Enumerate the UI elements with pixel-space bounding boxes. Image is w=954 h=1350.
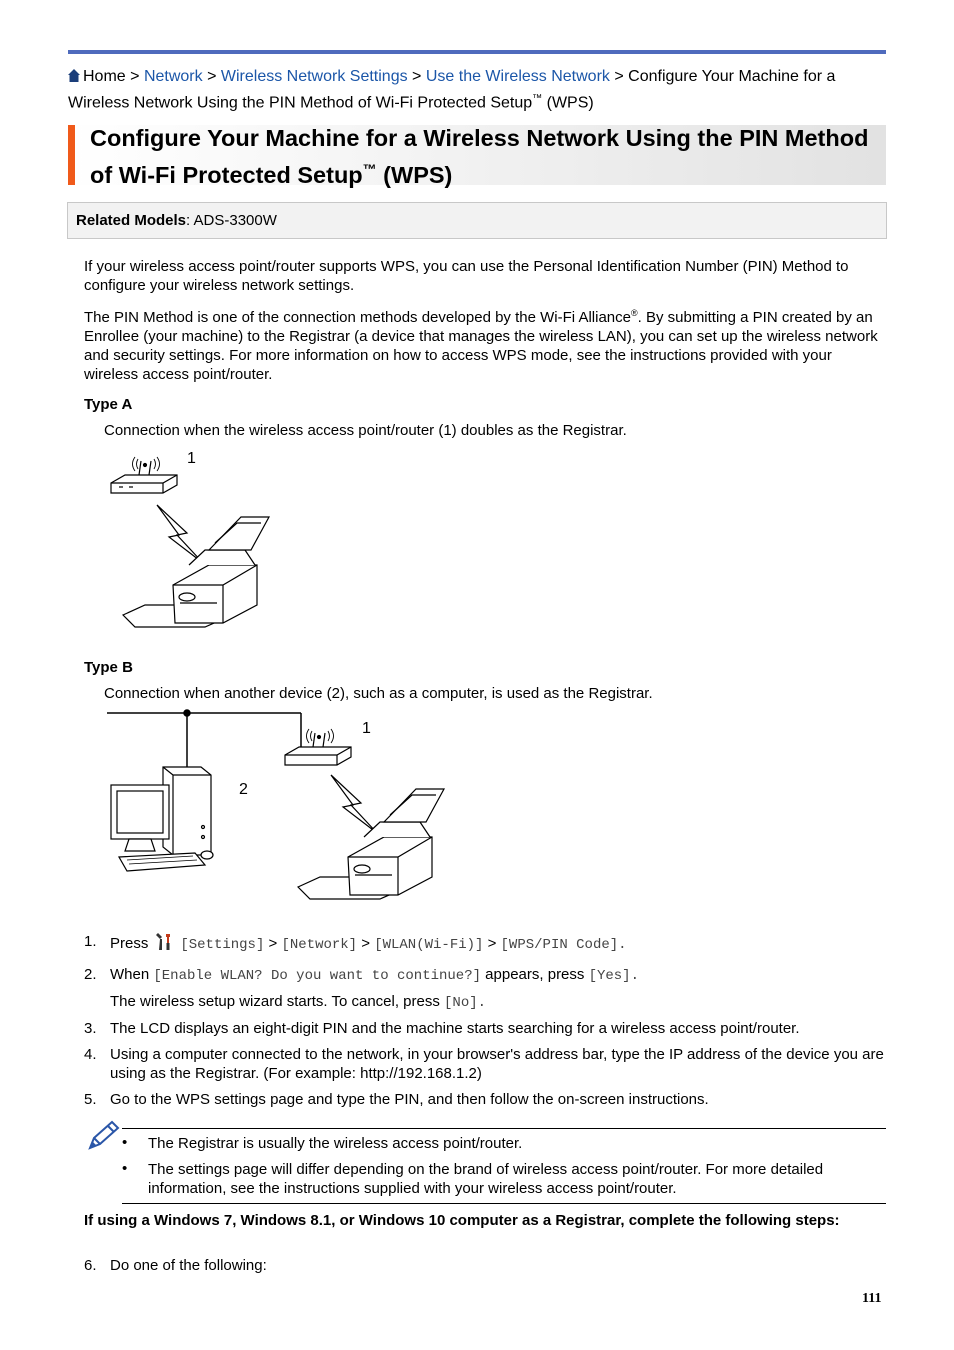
step-1-settings: [Settings] bbox=[180, 937, 265, 953]
pencil-note-icon bbox=[86, 1120, 120, 1152]
type-a-illustration bbox=[105, 445, 280, 635]
intro-p2-text-end: . By submitting a PIN created by an Enrollee (your machine) to the Registrar (a device that manages the wireless LAN), you can set up the wireless network and security settings. For more information on how to access WPS mode, see the instructions provided with your wireless access point/router. bbox=[84, 309, 878, 383]
breadcrumb-sep: > bbox=[130, 68, 140, 85]
type-b-text: Connection when another device (2), such as a computer, is used as the Registrar. bbox=[104, 685, 653, 702]
page-title bbox=[90, 123, 880, 191]
callout-1: 1 bbox=[362, 720, 371, 737]
computer-icon bbox=[111, 767, 213, 871]
breadcrumb-network[interactable]: Network bbox=[143, 68, 203, 85]
breadcrumb-home[interactable]: Home bbox=[83, 68, 126, 85]
breadcrumb-use-wireless[interactable]: Use the Wireless Network bbox=[425, 68, 610, 85]
breadcrumb bbox=[68, 66, 886, 114]
trademark-mark: ™ bbox=[532, 93, 543, 104]
related-models-label: Related Models bbox=[76, 212, 187, 229]
note-item-2: The settings page will differ depending on the brand of wireless access point/router. For more detailed information, see the instructions supplied with your wireless access point/router. bbox=[148, 1161, 824, 1197]
breadcrumb-wireless-settings[interactable]: Wireless Network Settings bbox=[220, 68, 408, 85]
step-2-sub bbox=[110, 992, 890, 1013]
home-icon[interactable] bbox=[68, 69, 80, 82]
step-1-wlan: [WLAN(Wi-Fi)] bbox=[374, 937, 484, 953]
intro-paragraph-1: If your wireless access point/router supports WPS, you can use the Personal Identification Number (PIN) Method to configure your wireless network settings. bbox=[84, 258, 849, 294]
registered-mark: ® bbox=[630, 308, 638, 318]
title-line-1: Configure Your Machine for a Wireless Network Using the PIN Method bbox=[90, 125, 869, 151]
network-cables bbox=[107, 710, 301, 767]
step-number: 4. bbox=[84, 1046, 97, 1063]
step-1-gt: > bbox=[487, 935, 497, 952]
note-bullet: • bbox=[122, 1160, 128, 1177]
note-item-1: The Registrar is usually the wireless access point/router. bbox=[148, 1135, 523, 1152]
breadcrumb-sep: > bbox=[207, 68, 217, 85]
step-2-sub-end: . bbox=[477, 995, 487, 1011]
step-5: Go to the WPS settings page and type the PIN, and then follow the on-screen instructions. bbox=[110, 1091, 709, 1108]
step-number: 1. bbox=[84, 933, 97, 950]
wireless-bolt-icon bbox=[157, 505, 203, 563]
callout-2: 2 bbox=[239, 781, 248, 798]
intro-paragraph-2 bbox=[84, 304, 889, 384]
type-a-heading: Type A bbox=[84, 396, 133, 413]
note-bullet: • bbox=[122, 1134, 128, 1151]
breadcrumb-sep: > bbox=[412, 68, 422, 85]
title-line-2-end: (WPS) bbox=[376, 161, 453, 188]
breadcrumb-current-1: Configure Your Machine for a bbox=[628, 68, 836, 85]
step-1-wps: [WPS/PIN Code] bbox=[500, 937, 619, 953]
settings-tools-icon bbox=[154, 932, 174, 952]
step-2-yes: [Yes] bbox=[588, 968, 631, 984]
router-icon bbox=[285, 729, 351, 765]
step-1-gt: > bbox=[268, 935, 278, 952]
scanner-icon bbox=[123, 517, 269, 627]
step-6: Do one of the following: bbox=[110, 1257, 267, 1274]
step-number: 5. bbox=[84, 1091, 97, 1108]
type-b-heading: Type B bbox=[84, 659, 133, 676]
note-top-rule bbox=[122, 1128, 886, 1129]
title-box bbox=[68, 125, 886, 188]
windows-heading: If using a Windows 7, Windows 8.1, or Windows 10 computer as a Registrar, complete the following steps: bbox=[84, 1212, 840, 1229]
note-bottom-rule bbox=[122, 1203, 886, 1204]
step-1-end: . bbox=[618, 937, 627, 953]
title-trademark: ™ bbox=[362, 161, 377, 177]
scanner-icon bbox=[298, 789, 444, 899]
step-1-press: Press bbox=[110, 935, 149, 952]
step-2-no: [No] bbox=[444, 995, 478, 1011]
step-1-network: [Network] bbox=[281, 937, 358, 953]
step-2 bbox=[110, 965, 890, 986]
step-1-gt: > bbox=[361, 935, 371, 952]
type-b-illustration bbox=[105, 705, 465, 905]
step-number: 3. bbox=[84, 1020, 97, 1037]
step-4: Using a computer connected to the network, in your browser's address bar, type the IP address of the device you are using as the Registrar. (For example: http://192.168.1.2) bbox=[110, 1046, 884, 1082]
wireless-bolt-icon bbox=[331, 775, 377, 833]
related-models-box bbox=[67, 202, 887, 239]
intro-p2-text: The PIN Method is one of the connection methods developed by the Wi-Fi Alliance bbox=[84, 309, 631, 326]
page-number: 111 bbox=[862, 1291, 882, 1306]
title-accent-bar bbox=[68, 125, 75, 185]
type-a-text: Connection when the wireless access point/router (1) doubles as the Registrar. bbox=[104, 422, 627, 439]
step-2-prompt: [Enable WLAN? Do you want to continue?] bbox=[153, 968, 482, 984]
step-1 bbox=[110, 932, 890, 955]
step-number: 2. bbox=[84, 966, 97, 983]
step-3: The LCD displays an eight-digit PIN and the machine starts searching for a wireless access point/router. bbox=[110, 1020, 800, 1037]
callout-1: 1 bbox=[187, 450, 196, 467]
router-icon bbox=[111, 457, 177, 493]
step-2-sub-text: The wireless setup wizard starts. To cancel, press bbox=[110, 993, 445, 1010]
breadcrumb-current-2: Wireless Network Using the PIN Method of Wi-Fi Protected Setup bbox=[68, 94, 533, 112]
title-line-2: of Wi-Fi Protected Setup bbox=[90, 161, 363, 188]
related-models-value: : ADS-3300W bbox=[186, 212, 277, 229]
breadcrumb-sep: > bbox=[614, 68, 624, 85]
step-2-end: . bbox=[630, 968, 639, 984]
step-2-when: When bbox=[110, 966, 150, 983]
top-rule bbox=[68, 50, 886, 54]
breadcrumb-current-3: (WPS) bbox=[542, 94, 594, 112]
step-2-appears: appears, press bbox=[481, 966, 589, 983]
step-number: 6. bbox=[84, 1257, 97, 1274]
